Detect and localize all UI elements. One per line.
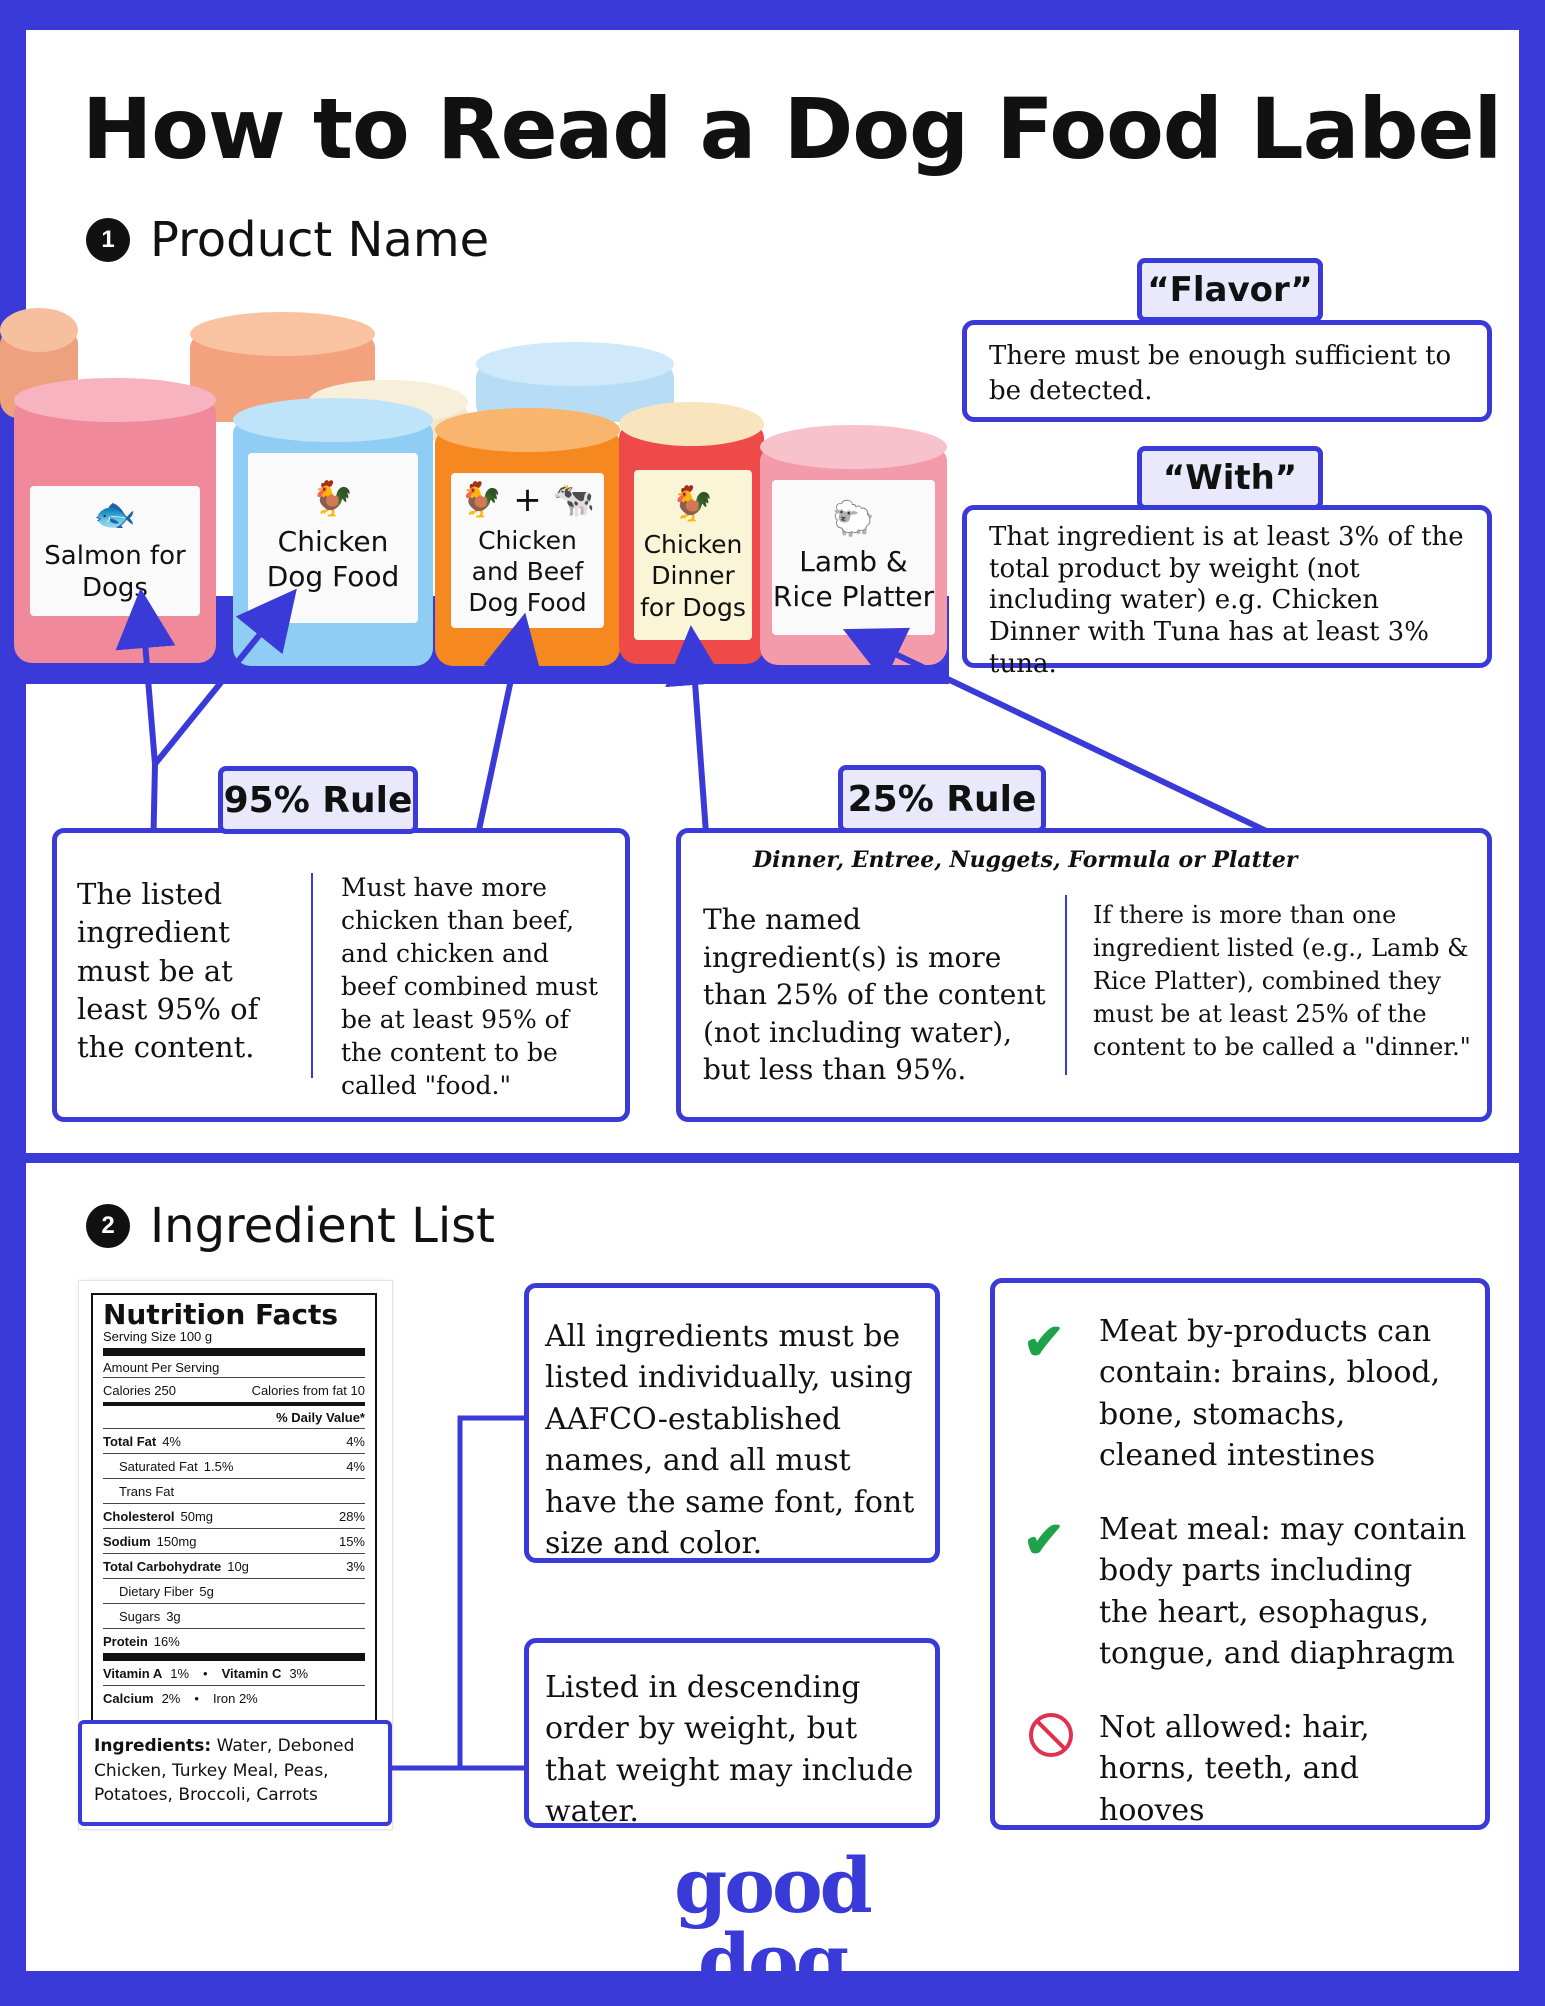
vitamin-a: Vitamin A [103, 1666, 163, 1681]
aafco-names-box [524, 1283, 940, 1563]
descending-order-text: Listed in descending order by weight, but that weight may include water. [545, 1670, 914, 1830]
vitamin-c-value: 3% [289, 1666, 309, 1681]
nutrient-row [103, 1578, 365, 1603]
nutrient-row [103, 1453, 365, 1478]
aafco-text: All ingredients must be listed individually, using AAFCO-established names, and all must have the same font, font size and color. [545, 1319, 915, 1561]
rule95-tab: 95% Rule [218, 766, 418, 834]
not-allowed-text: Not allowed: hair, horns, teeth, and hooves [1099, 1710, 1370, 1828]
chicken-icon: 🐓 [311, 479, 355, 519]
flavor-tab: “Flavor” [1137, 258, 1323, 322]
nutrient-row [103, 1528, 365, 1553]
nutrient-row [103, 1503, 365, 1528]
rule25-box [676, 828, 1492, 1122]
nutrient-daily-value: 3% [346, 1559, 365, 1574]
rule95-divider [311, 873, 313, 1078]
nutrient-amount: 5g [199, 1584, 214, 1599]
can-label: Lamb & Rice Platter [772, 544, 935, 613]
nutrient-daily-value: 4% [346, 1434, 365, 1449]
thick-rule [103, 1653, 365, 1661]
rule25-tab: 25% Rule [838, 765, 1046, 833]
nutrient-amount: 50mg [180, 1509, 214, 1524]
nutrient-name: Total Fat [103, 1434, 157, 1449]
chicken-plus-cow-icon: 🐓 + 🐄 [460, 479, 595, 520]
calories: Calories 250 [103, 1383, 176, 1398]
section2-heading [86, 1198, 495, 1254]
nutrient-name: Sodium [103, 1534, 151, 1549]
ingredients-text: Water, Deboned Chicken, Turkey Meal, Peas, Potatoes, Broccoli, Carrots [94, 1736, 355, 1806]
nutrient-name: Cholesterol [103, 1509, 175, 1524]
can-label: Chicken and Beef Dog Food [468, 525, 587, 618]
daily-value-header: % Daily Value* [276, 1410, 365, 1425]
chicken-icon: 🐓 [671, 484, 715, 525]
nutrient-name: Trans Fat [119, 1484, 175, 1499]
can-label: Chicken Dog Food [266, 525, 400, 593]
vitamin-c: Vitamin C [221, 1666, 282, 1681]
prohibited-icon [1029, 1713, 1073, 1757]
with-tab: “With” [1137, 446, 1323, 510]
nutrient-amount: 4% [162, 1434, 181, 1449]
byproducts-box [990, 1278, 1490, 1830]
byproducts-text: Meat by-products can contain: brains, blood, bone, stomachs, cleaned intestines [1099, 1314, 1441, 1474]
can-label: Salmon for Dogs [44, 540, 186, 603]
fish-icon: 🐟 [93, 494, 137, 535]
nutrient-amount: 150mg [156, 1534, 197, 1549]
vitamin-a-value: 1% [170, 1666, 190, 1681]
nutrient-name: Saturated Fat [119, 1459, 198, 1474]
rule25-left-text: The named ingredient(s) is more than 25% of the content (not including water), but less than 95%. [703, 903, 1046, 1087]
rule95-box [52, 828, 630, 1122]
descending-order-box [524, 1638, 940, 1828]
checkmark-icon: ✔ [1023, 1512, 1065, 1568]
brand-logo: good dog [674, 1841, 870, 2006]
nutrient-amount: 10g [227, 1559, 249, 1574]
nutrient-daily-value: 15% [338, 1534, 365, 1549]
bracket-connector [380, 1410, 530, 1780]
with-box [962, 505, 1492, 679]
nutrient-row [103, 1478, 365, 1503]
nutrient-daily-value: 28% [338, 1509, 365, 1524]
nutrient-daily-value: 4% [346, 1459, 365, 1474]
nutrient-name: Dietary Fiber [119, 1584, 194, 1599]
calories-from-fat: Calories from fat 10 [251, 1383, 365, 1398]
can-label: Chicken Dinner for Dogs [640, 530, 746, 622]
vitamin-row: Vitamin A 1% • Vitamin C 3% [103, 1666, 309, 1681]
nutrient-row [103, 1428, 365, 1453]
meat-meal-text: Meat meal: may contain body parts including the heart, esophagus, tongue, and diaphragm [1099, 1512, 1467, 1672]
nutrient-name: Protein [103, 1634, 148, 1649]
section1-number-badge: 1 [86, 218, 130, 262]
nutrient-amount: 3g [166, 1609, 181, 1624]
rule25-right-text: If there is more than one ingredient listed (e.g., Lamb & Rice Platter), combined they must be at least 25% of the content to be called a "dinner." [1093, 901, 1471, 1062]
nutrient-rows [103, 1428, 365, 1653]
flavor-box [962, 320, 1492, 422]
iron: Iron 2% [212, 1691, 258, 1706]
flavor-text: There must be enough sufficient to be detected. [989, 341, 1452, 407]
calcium: Calcium [103, 1691, 154, 1706]
with-text: That ingredient is at least 3% of the total product by weight (not including water) e.g. Chicken Dinner with Tuna has at least 3% tuna. [989, 522, 1464, 679]
nutrient-name: Total Carbohydrate [103, 1559, 222, 1574]
ingredients-label: Ingredients: [94, 1736, 212, 1756]
nutrient-amount: 16% [153, 1634, 180, 1649]
calcium-value: 2% [161, 1691, 181, 1706]
rule95-right-text: Must have more chicken than beef, and chicken and beef combined must be at least 95% of the content to be called "food." [341, 873, 599, 1100]
calories-row [103, 1377, 365, 1402]
rule25-divider [1065, 895, 1067, 1075]
section1-title: Product Name [150, 212, 490, 268]
nutrient-row [103, 1628, 365, 1653]
nutrient-row [103, 1603, 365, 1628]
page-title: How to Read a Dog Food Label [82, 80, 1502, 178]
nutrient-row [103, 1553, 365, 1578]
serving-size: Serving Size 100 g [103, 1329, 213, 1344]
nutrient-amount: 1.5% [203, 1459, 234, 1474]
checkmark-icon: ✔ [1023, 1314, 1065, 1370]
section2-number-badge: 2 [86, 1204, 130, 1248]
thick-rule [103, 1348, 365, 1356]
mineral-row: Calcium 2% • Iron 2% [103, 1685, 365, 1710]
rule25-subtitle: Dinner, Entree, Nuggets, Formula or Platter [753, 847, 1298, 873]
ingredients-highlight [78, 1720, 392, 1826]
section2-title: Ingredient List [150, 1198, 495, 1254]
rule95-left-text: The listed ingredient must be at least 95% of the content. [77, 877, 259, 1065]
sheep-icon: 🐑 [832, 498, 875, 539]
nutrition-title: Nutrition Facts [103, 1298, 339, 1331]
amount-per-serving: Amount Per Serving [103, 1360, 220, 1375]
nutrient-name: Sugars [119, 1609, 161, 1624]
